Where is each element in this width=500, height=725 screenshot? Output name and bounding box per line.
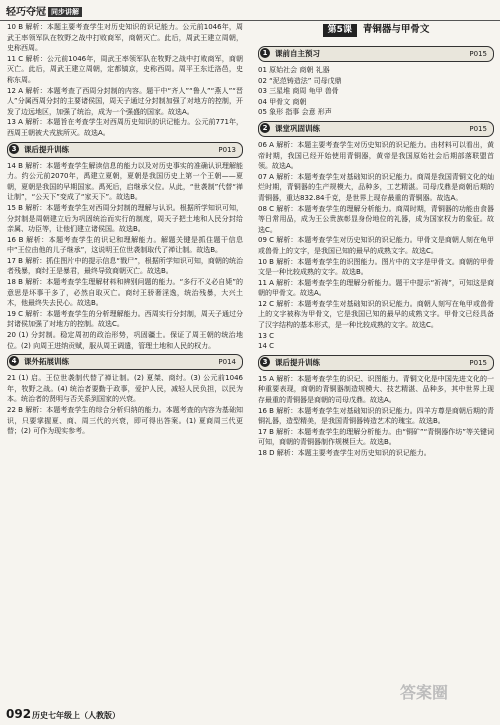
section-number: 3: [260, 357, 270, 367]
answer-item: 17 B 解析：抓住图片中的提示信息“戮尸”，根据所学知识可知，商朝的统治者残暴，商纣王是暴君，最终导致商朝灭亡。故选B。: [7, 256, 243, 276]
section-number: 3: [9, 144, 19, 154]
answer-item: 09 C 解析：本题考查学生对历史知识的识记能力。甲骨文是商朝人刻在龟甲或兽骨上的文字，是我国已知的最早的成熟文字。故选C。: [258, 236, 494, 255]
answer-item: 02 “泥范铸造法” 司母戊鼎: [258, 76, 342, 85]
answer-item: 20 (1) 分封制。稳定周初的政治形势，巩固疆土。保证了周王朝的统治地位。(2) 向周王进纳贡赋，服从周王调遣，管理土地和人民的权力。: [7, 331, 243, 350]
section-page-ref: P013: [218, 145, 236, 154]
answer-item: 07 A 解析：本题考查学生对基础知识的识记能力。商周是我国青铜文化的灿烂时期，青铜器的生产规模大，品种多，工艺精湛。司母戊鼎是商朝后期的青铜器，重达832.84千克，是世界上现存最重的青铜器。故选A。: [258, 172, 494, 202]
answer-item: 06 A 解析：本题主要考查学生对历史知识的识记能力。由材料可以看出，黄帝时期，我国已经开始使用青铜器，黄帝是我国原始社会后期部落联盟首领。故选A。: [258, 140, 494, 171]
answer-item: 22 B 解析：本题考查学生的综合分析归纳的能力。本题考查的内容为基础知识，只要掌握夏、商、周三代的兴衰，即可得出答案。(1) 夏商周三代更替；(2) 可作为现实参考。: [7, 406, 243, 436]
section-title: 课外拓展训练: [24, 357, 69, 367]
section-title: 课后提升训练: [275, 357, 320, 367]
answer-item: 12 C 解析：本题考查学生对基础知识的识记能力。商朝人刻写在龟甲或兽骨上的文字被称为甲骨文，它是我国已知的最早的成熟文字。甲骨文已经具备了汉字结构的基本形式，是一种比较成熟的文字。故选C。: [258, 299, 494, 330]
answer-item: 18 D 解析：本题主要考查学生对历史知识的识记能力。: [258, 449, 431, 457]
answer-item: 14 C: [258, 342, 275, 351]
answer-item: 04 甲骨文 商朝: [258, 97, 307, 106]
section-title: 课前自主预习: [275, 49, 320, 58]
answer-item: 17 B 解析：本题考查学生的理解分析能力。由“铜矿”“青铜器作坊”等关键词可知，商朝的青铜器制作规模巨大。故选B。: [258, 427, 494, 447]
section-header: [258, 46, 494, 62]
section-header: [7, 142, 243, 158]
answer-item: 13 A 解析：本题旨在考查学生对西周历史知识的识记能力。公元前771年，西周王朝被犬戎族所灭。故选A。: [7, 118, 243, 137]
section-number: 4: [9, 356, 19, 366]
lesson-title: 青铜器与甲骨文: [362, 24, 430, 35]
answer-item: 10 B 解析：本题主要考查学生对历史知识的识记能力。公元前1046年，周武王率领军队在牧野之战中打败商军，商朝灭亡。此后，周武王建立周朝，史称西周。: [7, 23, 243, 53]
lesson-heading: [258, 24, 494, 40]
answer-item: 12 A 解析：本题考查了西周分封制的内容。题干中“齐人”“鲁人”“燕人”“晋人”分属西周分封的主要诸侯国，周天子通过分封制加强了对地方的控制，开发了边远地区，加强了统治，成为一个强盛的国家。故选A。: [7, 86, 243, 116]
section-header: [258, 355, 494, 371]
answer-item: 13 C: [258, 331, 275, 340]
page-number: 092: [6, 707, 32, 721]
section-page-ref: P014: [218, 358, 236, 367]
answer-item: 16 B 解析：本题考查学生对基础知识的识记能力。四羊方尊是商朝后期的青铜礼器，造型精美，是我国青铜器铸造艺术的瑰宝。故选B。: [258, 406, 494, 426]
logo-tag: 同步讲解: [48, 7, 82, 17]
answer-item: 15 A 解析：本题考查学生的识记、识图能力。青铜文化是中国先进文化的一种重要表现，商朝的青铜器制造规模大、技艺精湛、品种多，其中世界上现存最重的青铜器是商朝的司母戊鼎。故选A。: [258, 374, 494, 405]
section-number: 2: [260, 123, 270, 133]
section-page-ref: P015: [469, 358, 487, 367]
answer-item: 08 C 解析：本题考查学生的理解分析能力。商周时期，青铜器的功能由食器等日常用品，成为王公贵族彰显身份地位的礼器，成为国家权力的象征。故选C。: [258, 204, 494, 234]
page-footer: [0, 706, 500, 725]
answer-item: 11 A 解析：本题考查学生的理解分析能力。题干中提示“祈祷”，可知这是商朝的甲骨文。故选A。: [258, 278, 494, 298]
section-number: 1: [260, 48, 270, 58]
book-title: 历史七年级上（人教版）: [32, 711, 120, 720]
answer-item: 03 三星堆 商周 龟甲 兽骨: [258, 87, 339, 96]
lesson-number: 第5课: [323, 24, 357, 37]
watermark: 答案圈: [400, 683, 449, 702]
section-title: 课堂巩固训练: [275, 123, 320, 133]
left-column: [7, 22, 243, 437]
answer-item: 01 原始社会 商朝 礼器: [258, 66, 330, 74]
answer-item: 11 C 解析：公元前1046年，周武王率领军队在牧野之战中打败商军，商朝灭亡。此后，周武王建立周朝，定都镐京，史称西周。周平王东迁洛邑，史称东周。: [7, 54, 243, 84]
answer-item: 15 B 解析：本题考查学生对西周分封制的理解与认识。根据所学知识可知，分封制是周朝建立后为巩固统治而实行的制度，周天子把土地和人民分封给亲属、功臣等，让他们建立诸侯国。故选B。: [7, 203, 243, 234]
right-column: [258, 22, 494, 459]
section-title: 课后提升训练: [24, 144, 69, 154]
answer-item: 14 B 解析：本题考查学生解读信息的能力以及对历史事实的准确认识理解能力。约公元前2070年，禹建立夏朝，夏朝是我国历史上第一个王朝——夏朝，夏朝是我国的早期国家。禹死后，启继承父位。从此，“世袭制”代替“禅让制”，“公天下”变成了“家天下”。故选B。: [7, 161, 243, 202]
section-page-ref: P015: [469, 124, 487, 133]
section-header: [7, 354, 243, 370]
section-page-ref: P015: [469, 50, 487, 58]
answer-item: 18 B 解析：本题考查学生理解材料和辨别问题的能力。“多行不义必自毙”的意思是坏事干多了，必然自取灭亡。商纣王骄奢淫逸，统治残暴，大兴土木，他最终失去民心。故选B。: [7, 278, 243, 308]
answer-item: 19 C 解析：本题考查学生的分析理解能力。西周实行分封制，周天子通过分封诸侯加强了对地方的控制。故选C。: [7, 309, 243, 329]
section-header: [258, 121, 494, 137]
page-header: [0, 0, 500, 21]
answer-item: 21 (1) 启。王位世袭制代替了禅让制。(2) 夏桀、商纣。(3) 公元前1046年，牧野之战。(4) 统治者要勤于政事，爱护人民，减轻人民负担，以民为本。统治者的贤明与否关系到国家的兴衰。: [7, 374, 243, 404]
answer-item: 16 B 解析：本题考查学生的识记和理解能力。解题关键是抓住题干信息中“王位由他的儿子继承”，这说明王位世袭制取代了禅让制。故选B。: [7, 235, 243, 255]
answer-item: 05 象形 指事 会意 形声: [258, 108, 332, 117]
answer-item: 10 B 解析：本题考查学生的识图能力。图片中的文字是甲骨文。商朝的甲骨文是一种比较成熟的文字。故选B。: [258, 257, 494, 277]
brand-logo: [6, 3, 82, 18]
logo-text: 轻巧夺冠: [6, 7, 46, 18]
